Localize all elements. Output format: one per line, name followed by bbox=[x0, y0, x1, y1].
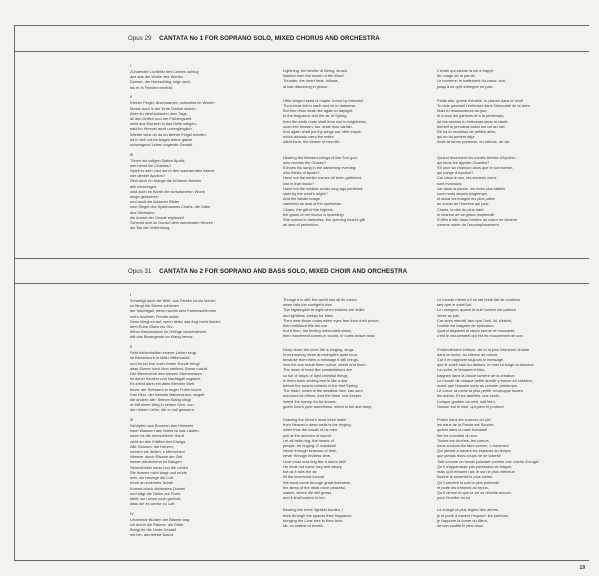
english-text-column bbox=[283, 297, 428, 533]
verse: II Kleiner Flügel, Ahornsamen, schwebst im Winde! Musst doch in der Erde Dunkel sinken. Aber du wirst aufstehn dem Tage, all den Düften und der Frühlingszeit wirst aus Wurzeln in das Helle steigen, bald im Himmel auch unvergänglich Wieder wirst du da du kleiner Flügel werden, da in sich schon tragen deine ganze schwingend Leben sogende Gestalt. bbox=[130, 94, 215, 147]
verse: Quand résonnent les cordes bénies d'Apollon, qui donc les appelle Charites? S'il joue sa chanson alors que le soir tombe, qui songe à Apollon? Car dans le son, les anciens noms sont évanouis; car dans la parole, les mots plus faibles sont morts depuis longtemps, et aussi les images les plus pâles en sceau de l'homme qui joue. Charis, le don du plus haut: le charme de sa grâce resplendit! S'offre à elle dans l'ombre au coeur en devenir comme rosée de l'accomplissement. bbox=[437, 154, 518, 228]
work-title: CANTATA No 2 FOR SOPRANO AND BASS SOLO, MIXED CHOIR AND ORCHESTRA bbox=[159, 268, 408, 275]
verse: Le monde même s'il se tait reste fait de couleurs tant que le soleil luit. Le rossignol, quand la nuit l'ombre est partout verse sa joie. Car alors retentit, tant que l'oeil, lui, s'éteint, l'oreille est baignée de splendeur. Quand disparaît la vision tourne et mouvante, c'est le mouvement qui est en mouvement de son. bbox=[437, 297, 524, 339]
verse: II Sehr tiefverhohlen innerer Leben singt im Bienenkorb in stiller Mitternacht und es sei ihm noch immer Kunde bringt dass Sonne hoch über steilend Süsse macht. Der Bienenkorb des wahren Sternenraum ist durch Seufzer und Nachtigall zugleich. Es kreist darin ein altes Bienlein Welt bevor der Schwarm in enger Frühe bricht: Das Herz, der kleinste Bienenkranz, singelt die andern alle. Seinen Klang klingt er tritt einen Weg in seinen Sinn, von den reinen Liebe, die er voll gewonnt. bbox=[130, 344, 209, 413]
verse: Bearing the trees' lightest burden, I blow through the spaces their fragrance, bringing the Lime tree to thee from far, on softest of breath. bbox=[283, 507, 353, 528]
verse: I Schweigt auch die Welt, aus Farben ist sie immer, so fängt die Sonne schienen der Nachtigall, wenn nachts kein Farbenschimmer mehr leuchtet, Freude weint. Denn klingt es auf, wenn tiefes das Aug mehr bindet, dem Ruhe Glanz ins Ohr. Wenn Bewusstsein im Gefüge verschwindet, tritt das Bewegende im Klang hervor. bbox=[130, 292, 221, 340]
bottom-rule bbox=[14, 560, 589, 561]
page-number: 19 bbox=[579, 565, 585, 571]
heading-rule-1 bbox=[14, 51, 589, 52]
opus-number: Opus 31 bbox=[128, 268, 152, 275]
verse: Petite aile, graine d'érable, tu planes dans le vent! Tu dois pourtant t'enfoncer dans l'obscurité de la terre. Mais tu ressusciteras au jour, et à tous les parfums et à la printemps; de tes racines tu t'élèveras dans la clarté, bientôt tu prendras aussi ton vol au ciel, Dé nà tu renaîtras de petites ailes, qui en toi portent déjà toute ta forme porteuse, en silence, de vie. bbox=[437, 97, 531, 145]
verse: Hearing the blessed strings of the Sun god, who reveals the Graces? Echoes his song in the darkening evening; who thinks of Apollo? Have not the earlier names all been gathered, lost in that music? Have not the weaker words long ago perished, slain by the word's might? And the fainter image vanished as seal of the spellsman Charis, the gift of the highest: the grace of her favour is sparkling! She comes in darkness, the opening heart's gift as dew of perfection. bbox=[283, 154, 365, 228]
french-text-column bbox=[437, 297, 585, 533]
verse: III Tönen die seligen Saiten Apolls, wer nennt sie Charites? Spielt er sein Lied durch den wachsenden Abend wer denket Apollos? Sind doch im Klange die früheren Namen alle verklungen; sind doch im Worte die schwächeren Worte lange gestorben; und auch die klaseren Bilder zum Siegel des Spielmannes Charis, die Gabe des Höchsten: die Anmut der Gnade ergänzet! Schenkt sich im Dunkel dem werdenden Herzen als Tau der Vollendung. bbox=[130, 151, 215, 231]
verse: Though it is still, the world has all its colour when falls the sunlight's kiss. The nightingale at night when shades are duller and lightless, weeps for bliss. Then hear those notes when eyes free from their prison, then brilliance fills the ear. But if then, the feeling unfounded vision, then movement comes in sound, in notes drawn near. bbox=[283, 297, 380, 339]
opus-number: Opus 29 bbox=[128, 35, 152, 42]
work-title: CANTATA No 1 FOR SOPRANO SOLO, MIXED CHORUS AND ORCHESTRA bbox=[159, 35, 380, 42]
verse: I Zündender Lichtblitz des Lebens schlug aus aus der Wolke des Wortes. Donner, der Herzschlag, folgt nach, bis er in Frieden verebbt. bbox=[130, 63, 199, 90]
verse: Lightning, the kindler of Being, struck, flashed from the womb of the Word. Thunder, the heart beat, follows, at last dissolving in peace. bbox=[283, 68, 348, 89]
verse: Drawing the Word's most fresh water from Heaven's deep wells is the ringing, when thus the hands of us men pull at the anchors of sound. Let all bells ring, the hearts of people, be ringing, O mankind! Never through seasons of time, never through endless time, Love must now ring like a storm bell! He must not come lazy and weary, but as it stirs the air fill the innermost sound! We must come through great darkness, the sleep of the dead more peaceful, waken, where life still grows, and it shall waken in fun. bbox=[283, 417, 352, 501]
left-rule bbox=[14, 25, 15, 560]
heading-rule-2 bbox=[14, 283, 589, 284]
section-divider-rule bbox=[14, 258, 589, 259]
verse: L'éclair qui allume la vie a frappé du nuage de la parole. Le tonnerre, le battement du coeur, suit, jusqu'à ce qu'il s'éteigne en paix. bbox=[437, 68, 506, 89]
german-text-column bbox=[130, 292, 275, 542]
french-text-column bbox=[437, 68, 582, 232]
german-text-column bbox=[130, 63, 270, 235]
english-text-column bbox=[283, 68, 423, 232]
verse: Little winged seed of maple, borne by breezes! Thou must fall to earth and lie in darkness. But then thou shalt rise again to daylight, to the fragrance and the air of Spring, from the earth roots shalt thou rise to brightness, soon into heaven, too, shalt thou vanish. And again shalt put thy wings out, little maple, which already carry the entire silent form, the bearer of new life. bbox=[283, 97, 367, 145]
verse: IV Leichteste Bürden der Bäume trag ich durch die Räume: die Düfte. Bringt ihr die Linde Gestalt mit her, aus tiefste Nacht. bbox=[130, 510, 190, 538]
verse: Deep down the inner life is singing, sings in murmuring hives at midnight's quiet hour, because from them a message it still brings, how the sun made them colour, sweet and flow'r. The hives of bees like constellations are so full of drops of light celestial things, in them each circling bee is like a star before the swarm collects in the first Spring. The heart, which is the smallest hive, can sum surround all others. And the bees' one keeper keeps the honey, for he knows, goeth love's pure sweetness, which is full and deep. bbox=[283, 346, 373, 409]
top-rule bbox=[14, 25, 589, 26]
section-2-heading bbox=[128, 268, 407, 276]
verse: Profondément enfouie, vie et la plus intérieure chante dans la ruche, au silence de minuit. Car il en rapporte toujours le message, que le soleil haut au-dessus, le miel lui surgir la douceur. La ruche, le firmament bleu, baignée dans la douce lumière de la création. Le monde de chaque petite abeille y trouve en création, avant que l'essaim sorte au premier printemps. Le coeur, la ruche la plus petite, enveloppe toutes les autres. Et les abeilles, une seule, l'unique gardien du miel, sait bien, l'amour est le miel, qui plein et profond. bbox=[437, 346, 535, 409]
verse: III Schöpfen aus Brunnen des Himmels nach Wassern des Worts ist das Läuten, wenn es die menschliche Hand zieht an den Kräften des Klangs. Alle Glocken, die Herzen, werden wir läuten, o Menschen! Nimmer durch Räume der Zeit immer wiederkehrt im Bangen Stromdunkel muss nun die Leben Sie komme nicht kargt und müde sein, sie bewege die Luft rühre an innerstes Schall Kommt durch dichtestes Dunkel und trägt die Tiefen zur Ruhe, stellt, wo Leben noch gesinnt, dass sie es wecke zu Luft. bbox=[130, 417, 200, 507]
verse: La charge la plus légère des arbres, je la porte à travers l'espace: les parfums, je t'apporte la forme du tilleul, de son souffle le plus doux. bbox=[437, 507, 509, 528]
section-1-heading bbox=[128, 35, 380, 43]
verse: Puiser dans les sources du ciel les eaux de la Parole est Sonner, quand dans la main humaine tire les crochets du son. Toutes les cloches, les coeurs, nous voulons les faire sonner, ô hommes! Qui jamais à travers les espaces du temps, que jamais leurs coups ne se taisent! Tout comme un tocsin puissant comme une cloche d'orage! Qu'il n'apparaisse pas paresseux et fatigué, mais qu'il ébranle l'air, le son le plus intérieur! fouche le sommeil le plus intime. Qu'il pénètre la nuit la plus profonde et porte les tréfonds au repos, Qu'il vienne et que la vie se réveille encore, pour l'éveiller en lui. bbox=[437, 417, 540, 501]
